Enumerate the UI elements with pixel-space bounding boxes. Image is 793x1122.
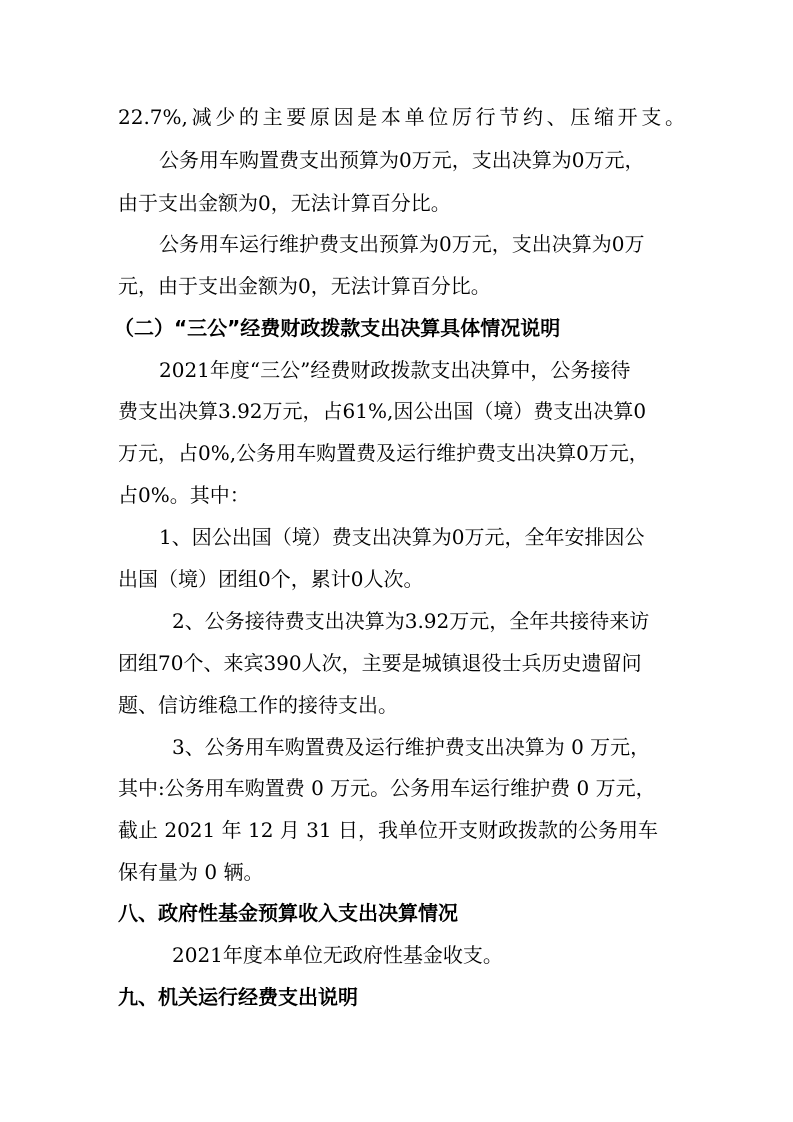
paragraph-line: 1、因公出国（境）费支出决算为0万元，全年安排因公: [159, 525, 645, 549]
paragraph-line: 2、公务接待费支出决算为3.92万元，全年共接待来访: [172, 609, 650, 633]
paragraph-line: 公务用车运行维护费支出预算为0万元，支出决算为0万: [159, 232, 645, 256]
paragraph-line: 2021年度本单位无政府性基金收支。: [172, 943, 503, 967]
paragraph-line: 其中:公务用车购置费 0 万元。公务用车运行维护费 0 万元，: [118, 776, 656, 800]
paragraph-line: 公务用车购置费支出预算为0万元，支出决算为0万元，: [159, 148, 645, 172]
paragraph-line: 占0%。其中：: [118, 483, 250, 507]
paragraph-line: 出国（境）团组0个，累计0人次。: [118, 567, 424, 591]
paragraph-line: 保有量为 0 辆。: [118, 860, 264, 884]
section-heading: （二）“三公”经费财政拨款支出决算具体情况说明: [114, 316, 561, 340]
paragraph-line: 团组70个、来宾390人次，主要是城镇退役士兵历史遗留问: [118, 651, 642, 675]
paragraph-line: 2021年度“三公”经费财政拨款支出决算中，公务接待: [159, 358, 631, 382]
paragraph-line: 22.7%,减少的主要原因是本单位厉行节约、压缩开支。: [118, 105, 685, 129]
paragraph-line: 元，由于支出金额为0，无法计算百分比。: [118, 274, 491, 298]
paragraph-line: 题、信访维稳工作的接待支出。: [118, 693, 398, 717]
paragraph-line: 由于支出金额为0，无法计算百分比。: [118, 191, 451, 215]
section-heading: 八、政府性基金预算收入支出决算情况: [118, 901, 458, 925]
paragraph-line: 3、公务用车购置费及运行维护费支出决算为 0 万元，: [172, 735, 651, 759]
paragraph-line: 费支出决算3.92万元，占61%,因公出国（境）费支出决算0: [118, 399, 647, 423]
section-heading: 九、机关运行经费支出说明: [118, 985, 358, 1009]
paragraph-line: 截止 2021 年 12 月 31 日，我单位开支财政拨款的公务用车: [118, 818, 658, 842]
paragraph-line: 万元，占0%,公务用车购置费及运行维护费支出决算0万元，: [118, 441, 649, 465]
